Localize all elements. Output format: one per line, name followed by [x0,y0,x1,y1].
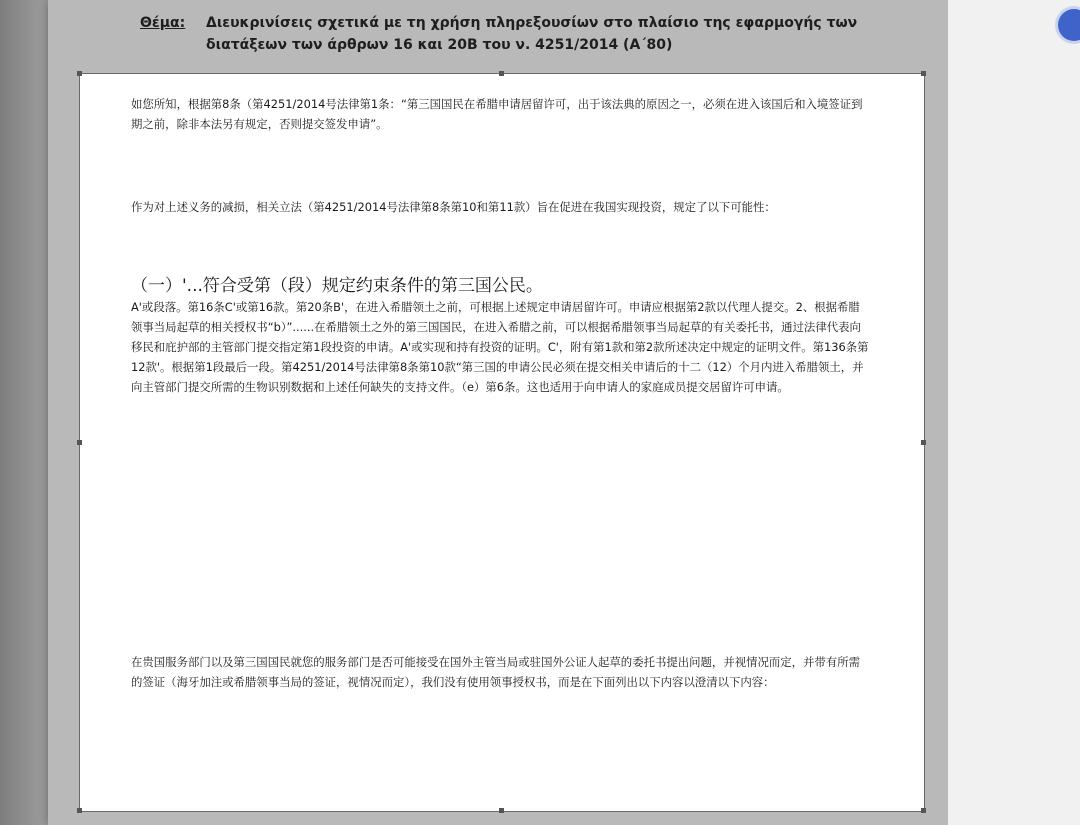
resize-handle-left[interactable] [77,440,82,445]
paragraph-4: 在贵国服务部门以及第三国国民就您的服务部门是否可能接受在国外主管当局或驻国外公证人起草的委托书提出问题，并视情况而定，并带有所需的签证（海牙加注或希腊领事当局的签证，视情况而定），我们没有使用领事授权书，而是在下面列出以下内容以澄清以下内容： [131,655,861,689]
resize-handle-bottom-left[interactable] [77,808,82,813]
resize-handle-bottom[interactable] [499,808,504,813]
resize-handle-top[interactable] [499,71,504,76]
paragraph-3: A'或段落。第16条C'或第16款。第20条B'，在进入希腊领土之前，可根据上述规定申请居留许可。申请应根据第2款以代理人提交。2、根据希腊领事当局起草的相关授权书“b）”......在希腊领土之外的第三国国民，在进入希腊之前，可以根据希腊领事当局起草的有关委托书，通过法律代表向移民和庇护部的主管部门提交指定第1段投资的申请。A'或实现和持有投资的证明。C'，附有第1款和第2款所述决定中规定的证明文件。第136条第12款'。根据第1段最后一段。第4251/2014号法律第8条第10款“第三国的申请公民必须在提交相关申请后的十二（12）个月内进入希腊领土，并向主管部门提交所需的生物识别数据和上述任何缺失的支持文件。（e）第6条。这也适用于向申请人的家庭成员提交居留许可申请。 [131,300,869,394]
subject-text: Διευκρινίσεις σχετικά με τη χρήση πληρεξουσίων στο πλαίσιο της εφαρμογής των διατάξεων των άρθρων 16 και 20Β του ν. 4251/2014 (Α΄80) [206,15,858,53]
translation-overlay-sheet[interactable] [80,74,924,811]
subject-label: Θέμα: [140,15,186,31]
right-side-panel [948,0,1080,825]
section-heading: （一）'...符合受第（段）规定约束条件的第三国公民。 [131,276,543,296]
paragraph-1: 如您所知，根据第8条（第4251/2014号法律第1条：“第三国国民在希腊申请居留许可，出于该法典的原因之一，必须在进入该国后和入境签证到期之前，除非本法另有规定，否则提交签发申请”。 [131,97,863,131]
resize-handle-top-left[interactable] [77,71,82,76]
paragraph-2: 作为对上述义务的减损，相关立法（第4251/2014号法律第8条第10和第11款）旨在促进在我国实现投资，规定了以下可能性： [131,200,776,214]
resize-handle-right[interactable] [921,440,926,445]
resize-handle-top-right[interactable] [921,71,926,76]
resize-handle-bottom-right[interactable] [921,808,926,813]
